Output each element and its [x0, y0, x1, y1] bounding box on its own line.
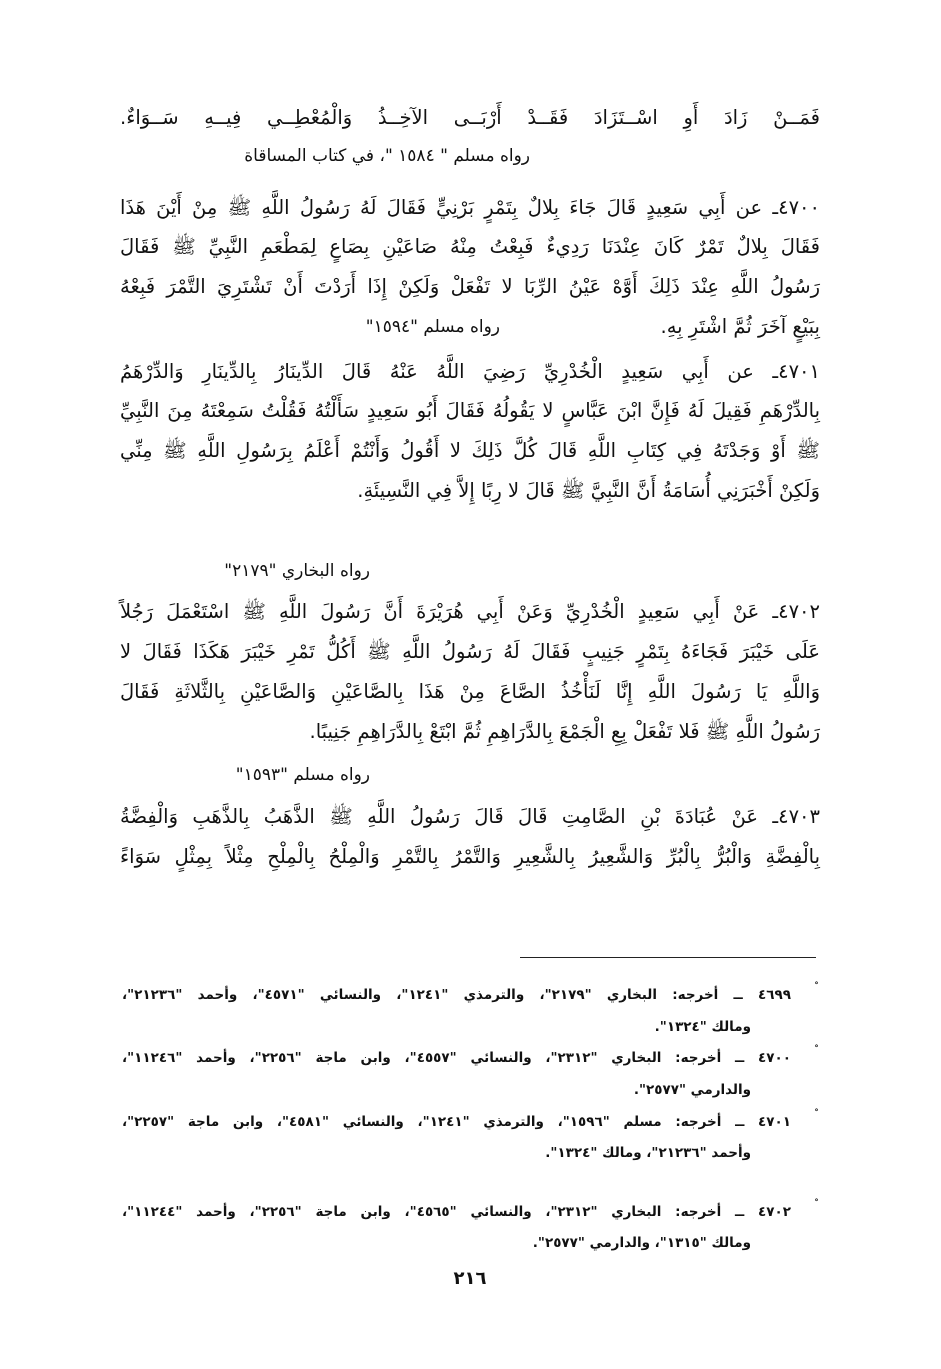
text-line: رَسُولُ اللَّهِ عِنْدَ ذَلِكَ أَوَّهْ عَيْنُ الرِّبَا لا تَفْعَلْ وَلَكِنْ إِذَا أَرَدْتَ أَنْ تَشْتَرِيَ التَّمْرَ فَبِعْهُ	[120, 275, 820, 298]
text-line: ﷺ أَوْ وَجَدْتَهُ فِي كِتَابِ اللَّهِ قَالَ كُلَّ ذَلِكَ لا أَقُولُ وَأَنْتُمْ أَعْلَمُ بِرَسُولِ اللَّهِ ﷺ مِنِّي	[120, 439, 820, 462]
footnote-4702: ٤٧٠٢ ــ أخرجه: البخاري "٢٣١٢"، والنسائي "٤٥٦٥"، وابن ماجة "٢٢٥٦"، وأحمد "١١٢٤٤"،	[122, 1204, 791, 1220]
footnote-4699-cont: ومالك "١٣٢٤".	[654, 1019, 751, 1035]
hadith-4700-line: ٤٧٠٠ـ عن أَبِي سَعِيدٍ قَالَ جَاءَ بِلالٌ بِتَمْرٍ بَرْنِيٍّ فَقَالَ لَهُ رَسُولُ اللَّهِ ﷺ مِنْ أَيْنَ هَذَا	[120, 196, 820, 219]
hadith-source: رواه مسلم "١٥٩٣"	[235, 765, 370, 785]
hadith-source: رواه البخاري "٢١٧٩"	[224, 561, 370, 581]
text-line: بِبَيْعٍ آخَرَ ثُمَّ اشْتَرِ بِهِ.	[660, 315, 820, 338]
text-line: رَسُولُ اللَّهِ ﷺ فَلا تَفْعَلْ بِعِ الْجَمْعَ بِالدَّرَاهِمِ ثُمَّ ابْتَعْ بِالدَّرَاهِمِ جَنِيبًا.	[309, 720, 820, 743]
footnote-4701: ٤٧٠١ ــ أخرجه: مسلم "١٥٩٦"، والترمذي "١٢٤١"، والنسائي "٤٥٨١"، وابن ماجة "٢٢٥٧"،	[122, 1114, 791, 1130]
text-line: فَقَالَ بِلالٌ تَمْرٌ كَانَ عِنْدَنَا رَدِيءٌ فَبِعْتُ مِنْهُ صَاعَيْنِ بِصَاعٍ لِمَطْعَمِ النَّبِيِّ ﷺ فَقَالَ	[120, 235, 820, 258]
page-number: ٢١٦	[453, 1268, 487, 1289]
text-line: وَاللَّهِ يَا رَسُولَ اللَّهِ إِنَّا لَنَأْخُذُ الصَّاعَ مِنْ هَذَا بِالصَّاعَيْنِ وَالصَّاعَيْنِ بِالثَّلاثَةِ فَقَالَ	[120, 680, 820, 703]
hadith-4703-line: ٤٧٠٣ـ عَنْ عُبَادَةَ بْنِ الصَّامِتِ قَالَ قَالَ رَسُولُ اللَّهِ ﷺ الذَّهَبُ بِالذَّهَبِ وَالْفِضَّةُ	[120, 805, 820, 828]
text-line: فَمَــنْ زَادَ أَوِ اسْــتَزَادَ فَقَــدْ أَرْبَــى الآخِــذُ وَالْمُعْطِــي فِيــهِ سَــوَاءٌ.	[120, 106, 820, 129]
footnote-4701-cont: وأحمد "٢١٢٣٦"، ومالك "١٣٢٤".	[545, 1145, 751, 1161]
footnote-marker: ˚	[814, 1045, 819, 1056]
hadith-source: رواه مسلم " ١٥٨٤ "، في كتاب المساقاة	[244, 146, 530, 166]
text-line: وَلَكِنْ أَخْبَرَنِي أُسَامَةُ أَنَّ النَّبِيَّ ﷺ قَالَ لا رِبًا إِلاَّ فِي النَّسِيئَةِ.	[357, 479, 820, 502]
footnote-marker: ˚	[814, 982, 819, 993]
hadith-4701-line: ٤٧٠١ـ عن أَبِي سَعِيدٍ الْخُدْرِيِّ رَضِيَ اللَّهُ عَنْهُ قَالَ الدِّينَارُ بِالدِّينَارِ وَالدِّرْهَمُ	[120, 360, 820, 383]
footnote-4702-cont: ومالك "١٣١٥"، والدارمي "٢٥٧٧".	[532, 1235, 751, 1251]
text-line: عَلَى خَيْبَرَ فَجَاءَهُ بِتَمْرٍ جَنِيبٍ فَقَالَ لَهُ رَسُولُ اللَّهِ ﷺ أَكُلُّ تَمْرِ خَيْبَرَ هَكَذَا فَقَالَ لا	[120, 640, 820, 663]
footnote-4699: ٤٦٩٩ ــ أخرجه: البخاري "٢١٧٩"، والترمذي "١٢٤١"، والنسائي "٤٥٧١"، وأحمد "٢١٢٣٦"،	[122, 987, 791, 1003]
footnote-divider	[520, 957, 816, 958]
hadith-4702-line: ٤٧٠٢ـ عَنْ أَبِي سَعِيدٍ الْخُدْرِيِّ وَعَنْ أَبِي هُرَيْرَةَ أَنَّ رَسُولَ اللَّهِ ﷺ اسْتَعْمَلَ رَجُلاً	[120, 600, 820, 623]
hadith-source: رواه مسلم "١٥٩٤"	[365, 317, 500, 337]
footnote-marker: ˚	[814, 1109, 819, 1120]
footnote-4700: ٤٧٠٠ ــ أخرجه: البخاري "٢٣١٢"، والنسائي "٤٥٥٧"، وابن ماجة "٢٢٥٦"، وأحمد "١١٢٤٦"،	[122, 1050, 791, 1066]
text-line: بِالدِّرْهَمِ فَقِيلَ لَهُ فَإِنَّ ابْنَ عَبَّاسٍ لا يَقُولُهُ فَقَالَ أَبُو سَعِيدٍ سَأَلْتُهُ فَقُلْتُ سَمِعْتَهُ مِنَ النَّبِيِّ	[120, 399, 820, 422]
text-line: بِالْفِضَّةِ وَالْبُرُّ بِالْبُرِّ وَالشَّعِيرُ بِالشَّعِيرِ وَالتَّمْرُ بِالتَّمْرِ وَالْمِلْحُ بِالْمِلْحِ مِثْلاً بِمِثْلٍ سَوَاءً	[120, 845, 820, 868]
footnote-4700-cont: والدارمي "٢٥٧٧".	[633, 1082, 751, 1098]
footnote-marker: ˚	[814, 1199, 819, 1210]
